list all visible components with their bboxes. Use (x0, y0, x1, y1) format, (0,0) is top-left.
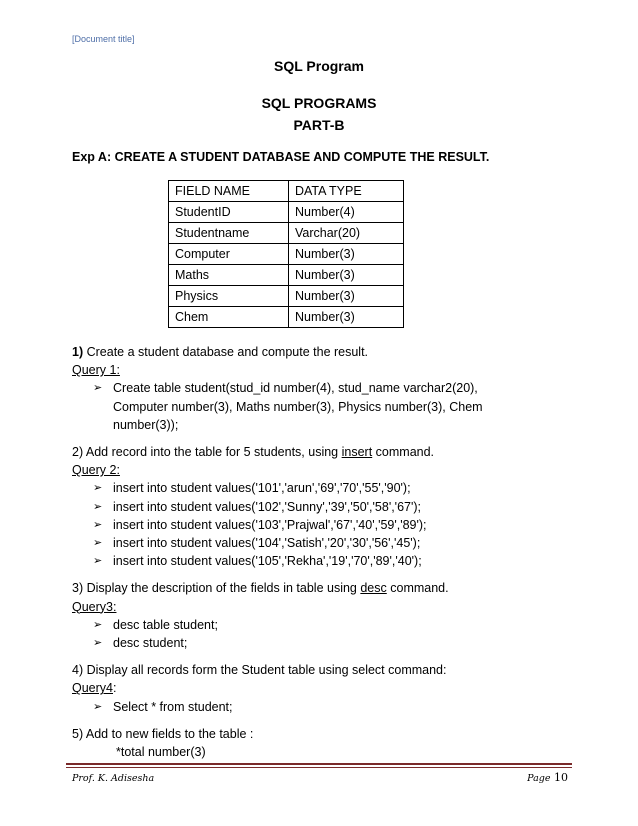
insert-keyword: insert (341, 445, 373, 460)
query-4-list (72, 698, 572, 716)
section-5-text: 5) Add to new fields to the table : (72, 726, 254, 741)
table-cell: Maths (169, 265, 289, 286)
query-line: Create table student(stud_id number(4), stud_name varchar2(20), (113, 381, 478, 396)
field-table (168, 180, 404, 328)
arrow-bullet-icon: ➢ (93, 382, 103, 395)
section-1-description: Create a student database and compute the result. (83, 345, 369, 359)
list-item (72, 498, 572, 516)
table-cell: Chem (169, 307, 289, 328)
arrow-bullet-icon: ➢ (93, 518, 103, 531)
list-item (72, 379, 572, 434)
table-cell: Number(4) (289, 202, 404, 223)
document-title-header: [Document title] (72, 34, 135, 44)
experiment-heading: Exp A: CREATE A STUDENT DATABASE AND COMPUTE THE RESULT. (72, 150, 490, 164)
desc-keyword: desc (360, 581, 387, 596)
table-row (169, 181, 404, 202)
section-2-suffix: command. (372, 445, 435, 460)
page-number: 10 (554, 771, 568, 784)
section-2-text (72, 443, 572, 461)
query-2-label: Query 2: (72, 463, 120, 478)
table-row (169, 307, 404, 328)
query-2-list (72, 479, 572, 570)
query-1-label: Query 1: (72, 363, 120, 378)
part-title: PART-B (293, 117, 345, 133)
list-item (72, 479, 572, 497)
list-item (72, 534, 572, 552)
query-line: Computer number(3), Maths number(3), Physics number(3), Chem (113, 399, 483, 414)
arrow-bullet-icon: ➢ (93, 637, 103, 650)
section-4-text: 4) Display all records form the Student table using select command: (72, 663, 447, 678)
section-1-text (72, 343, 572, 361)
query-line: insert into student values('101','arun','69','70','55','90'); (113, 481, 411, 496)
section-3-suffix: command. (386, 581, 449, 596)
table-cell: Number(3) (289, 265, 404, 286)
table-cell: Computer (169, 244, 289, 265)
query-line: Select * from student; (113, 699, 233, 714)
query-line: insert into student values('103','Prajwal','67','40','59','89'); (113, 517, 427, 532)
query-line: desc student; (113, 636, 188, 651)
table-cell: Varchar(20) (289, 223, 404, 244)
table-cell: Physics (169, 286, 289, 307)
query-1-list (72, 379, 572, 434)
arrow-bullet-icon: ➢ (93, 618, 103, 631)
query-4-label: Query4 (72, 681, 113, 696)
query-line: number(3)); (113, 417, 179, 432)
footer-author: Prof. K. Adisesha (72, 773, 155, 784)
query-3-list (72, 616, 572, 652)
footer-divider-thin (66, 767, 572, 768)
query-line: insert into student values('104','Satish','20','30','56','45'); (113, 536, 421, 551)
table-cell: DATA TYPE (289, 181, 404, 202)
list-item (72, 698, 572, 716)
section-2-description: 2) Add record into the table for 5 students, using (72, 445, 342, 460)
section-title: SQL PROGRAMS (261, 95, 377, 111)
table-cell: Number(3) (289, 307, 404, 328)
table-row (169, 265, 404, 286)
arrow-bullet-icon: ➢ (93, 700, 103, 713)
list-item (72, 634, 572, 652)
list-item (72, 516, 572, 534)
table-row (169, 223, 404, 244)
arrow-bullet-icon: ➢ (93, 537, 103, 550)
table-row (169, 286, 404, 307)
arrow-bullet-icon: ➢ (93, 555, 103, 568)
query-line: insert into student values('105','Rekha','19','70','89','40'); (113, 554, 422, 569)
query-4-colon: : (113, 681, 117, 696)
document-body (72, 343, 572, 761)
section-3-description: 3) Display the description of the fields in table using (72, 581, 361, 596)
table-cell: Number(3) (289, 244, 404, 265)
table-row (169, 202, 404, 223)
query-4-label-line (72, 679, 572, 697)
page-word: Page (527, 773, 551, 784)
table-cell: FIELD NAME (169, 181, 289, 202)
page-title: SQL Program (274, 58, 364, 74)
footer-divider (66, 763, 572, 765)
arrow-bullet-icon: ➢ (93, 500, 103, 513)
table-cell: Number(3) (289, 286, 404, 307)
section-3-text (72, 579, 572, 597)
section-1-number: 1) (72, 345, 84, 359)
table-cell: StudentID (169, 202, 289, 223)
footer-page-number (527, 771, 568, 784)
table-row (169, 244, 404, 265)
arrow-bullet-icon: ➢ (93, 482, 103, 495)
query-line: insert into student values('102','Sunny','39','50','58','67'); (113, 499, 421, 514)
new-field-line: *total number(3) (116, 745, 206, 760)
table-cell: Studentname (169, 223, 289, 244)
list-item (72, 552, 572, 570)
list-item (72, 616, 572, 634)
query-3-label: Query3: (72, 599, 117, 614)
query-line: desc table student; (113, 617, 218, 632)
